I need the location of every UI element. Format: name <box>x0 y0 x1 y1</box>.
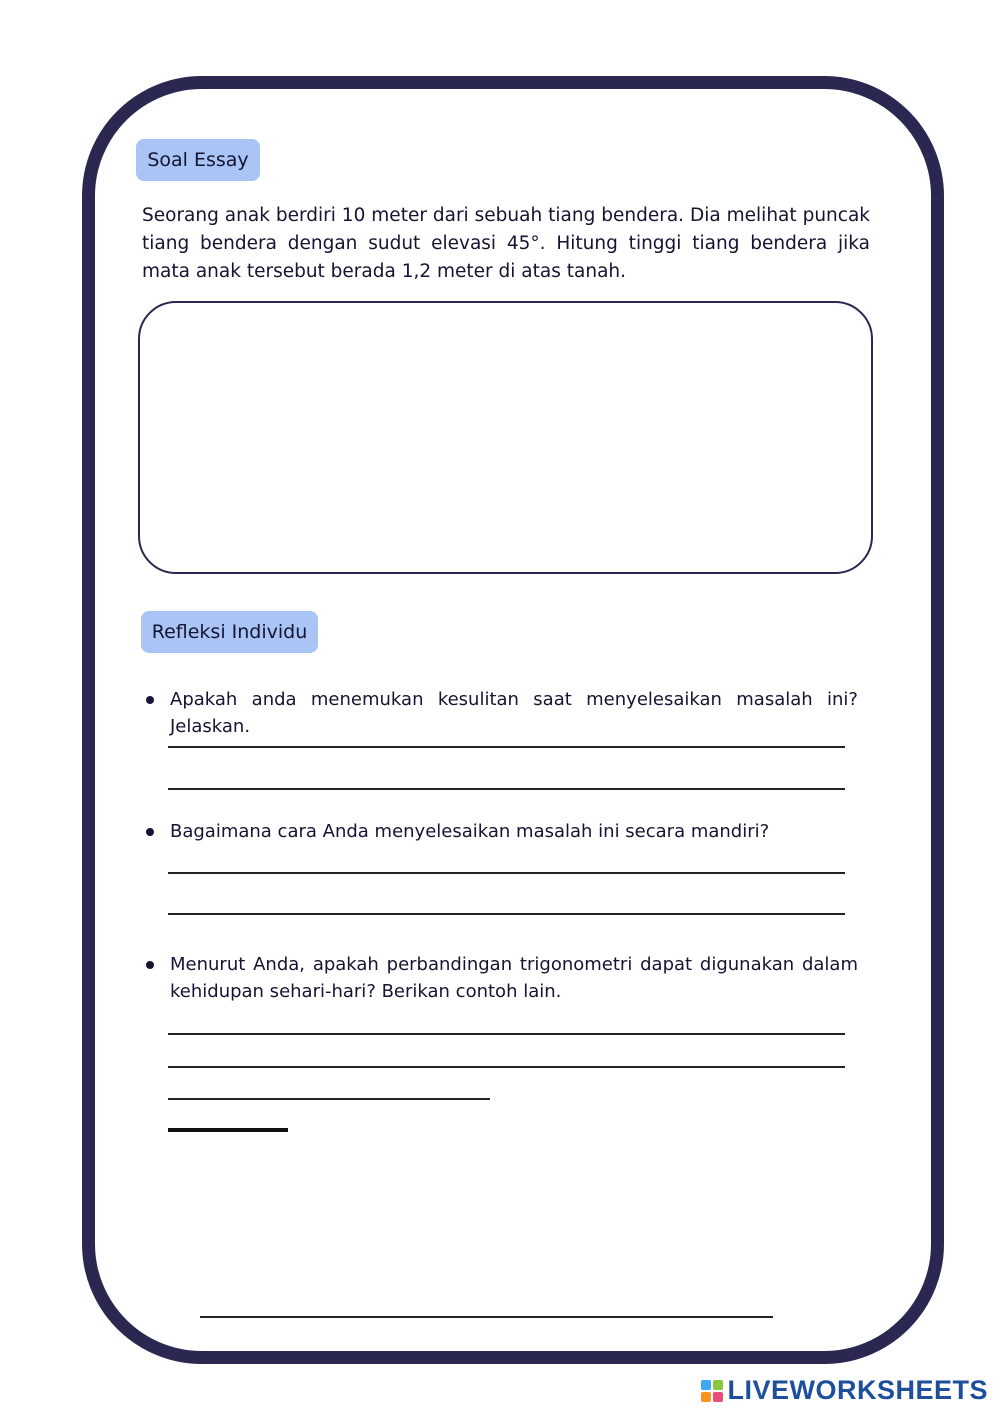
answer-line[interactable] <box>168 872 845 874</box>
liveworksheets-logo-icon <box>701 1380 723 1402</box>
essay-answer-box[interactable] <box>138 301 873 574</box>
answer-line[interactable] <box>168 746 845 748</box>
reflection-prompt-2: Bagaimana cara Anda menyelesaikan masalah ini secara mandiri? <box>170 821 770 842</box>
answer-line[interactable] <box>168 1033 845 1035</box>
bullet-icon <box>146 696 154 704</box>
logo-square-icon <box>713 1380 723 1390</box>
answer-line[interactable] <box>168 913 845 915</box>
watermark-text: LIVEWORKSHEETS <box>727 1375 988 1405</box>
reflection-section-label: Refleksi Individu <box>141 611 318 653</box>
reflection-prompt-3: Menurut Anda, apakah perbandingan trigonometri dapat digunakan dalam kehidupan sehari-hari? Berikan contoh lain. <box>170 954 858 1002</box>
bullet-icon <box>146 961 154 969</box>
answer-line[interactable] <box>168 788 845 790</box>
essay-section-label: Soal Essay <box>136 139 260 181</box>
logo-square-icon <box>701 1392 711 1402</box>
answer-line[interactable] <box>168 1098 490 1100</box>
liveworksheets-watermark <box>701 1375 988 1406</box>
logo-square-icon <box>713 1392 723 1402</box>
bullet-icon <box>146 828 154 836</box>
answer-line[interactable] <box>168 1066 845 1068</box>
essay-question: Seorang anak berdiri 10 meter dari sebuah tiang bendera. Dia melihat puncak tiang bendera dengan sudut elevasi 45°. Hitung tinggi tiang bendera jika mata anak tersebut berada 1,2 meter di atas tanah. <box>142 205 870 282</box>
answer-line-short <box>168 1128 288 1132</box>
footer-line <box>200 1316 773 1318</box>
logo-square-icon <box>701 1380 711 1390</box>
reflection-prompt-1: Apakah anda menemukan kesulitan saat menyelesaikan masalah ini? Jelaskan. <box>170 689 858 737</box>
